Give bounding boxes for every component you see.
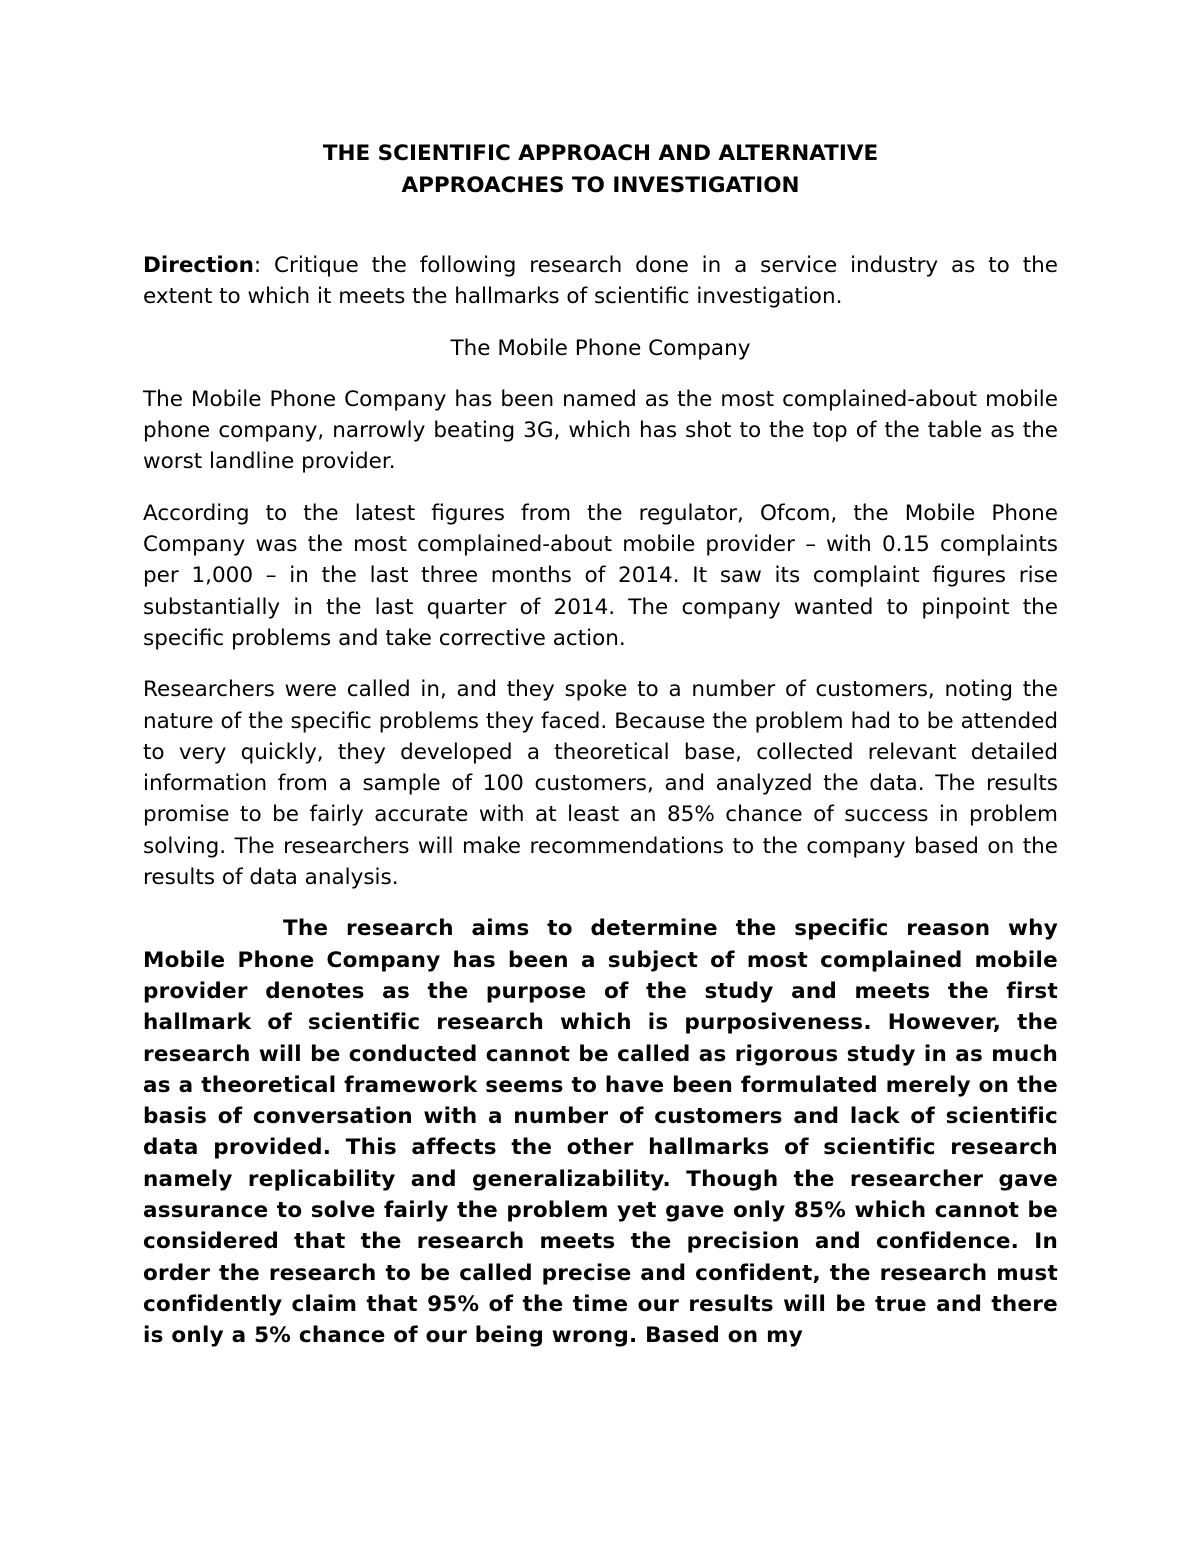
case-paragraph-3: Researchers were called in, and they spoke to a number of customers, noting the nature of the specific problems they faced. Because the problem had to be attended to very quickly, they developed a theoretical base, collected relevant detailed information from a sample of 100 customers, and analyzed the data. The results promise to be fairly accurate with at least an 85% chance of success in problem solving. The researchers will make recommendations to the company based on the results of data analysis. — [143, 677, 1058, 891]
case-paragraph-2: According to the latest figures from the regulator, Ofcom, the Mobile Phone Company was the most complained-about mobile provider – with 0.15 complaints per 1,000 – in the last three months of 2014. It saw its complaint figures rise substantially in the last quarter of 2014. The company wanted to pinpoint the specific problems and take corrective action. — [143, 500, 1058, 651]
document-title — [143, 138, 1058, 202]
document-title-line-1: THE SCIENTIFIC APPROACH AND ALTERNATIVE — [322, 141, 879, 166]
direction-text: : Critique the following research done in a service industry as to the extent to which it meets the hallmarks of scientific investigation. — [143, 253, 1058, 310]
critique-paragraph: The research aims to determine the specific reason why Mobile Phone Company has been a subject of most complained mobile provider denotes as the purpose of the study and meets the first hallmark of scientific research which is purposiveness. However, the research will be conducted cannot be called as rigorous study in as much as a theoretical framework seems to have been formulated merely on the basis of conversation with a number of customers and lack of scientific data provided. This affects the other hallmarks of scientific research namely replicability and generalizability. Though the researcher gave assurance to solve fairly the problem yet gave only 85% which cannot be considered that the research meets the precision and confidence. In order the research to be called precise and confident, the research must confidently claim that 95% of the time our results will be true and there is only a 5% chance of our being wrong. Based on my — [143, 916, 1058, 1349]
direction-label: Direction — [143, 253, 254, 278]
document-page — [143, 138, 1058, 1352]
direction-paragraph — [143, 250, 1058, 313]
case-paragraph-1: The Mobile Phone Company has been named as the most complained-about mobile phone company, narrowly beating 3G, which has shot to the top of the table as the worst landline provider. — [143, 386, 1058, 475]
case-title: The Mobile Phone Company — [450, 335, 751, 361]
document-title-line-2: APPROACHES TO INVESTIGATION — [401, 173, 800, 198]
